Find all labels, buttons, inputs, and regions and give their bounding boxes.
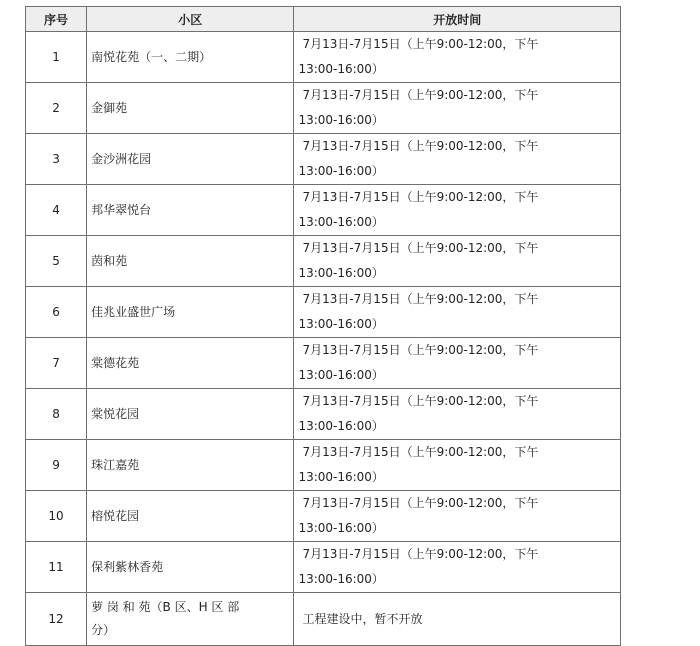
community-open-time-table <box>25 6 621 646</box>
table-row <box>26 491 621 542</box>
cell-community: 珠江嘉苑 <box>87 440 294 491</box>
header-community: 小区 <box>87 7 294 32</box>
cell-community: 南悦花苑（一、二期） <box>87 32 294 83</box>
cell-no: 6 <box>26 287 87 338</box>
cell-no: 7 <box>26 338 87 389</box>
cell-open-time <box>294 389 621 440</box>
time-line-1: 7月13日-7月15日（上午9:00-12:00，下午 <box>302 547 539 561</box>
cell-no: 3 <box>26 134 87 185</box>
cell-no: 9 <box>26 440 87 491</box>
cell-no: 8 <box>26 389 87 440</box>
cell-no: 5 <box>26 236 87 287</box>
name-line-1: 萝 岗 和 苑（B 区、H 区 部 <box>91 600 240 614</box>
cell-open-time <box>294 440 621 491</box>
cell-open-time <box>294 593 621 646</box>
cell-no: 10 <box>26 491 87 542</box>
time-line-1: 7月13日-7月15日（上午9:00-12:00，下午 <box>302 343 539 357</box>
time-line-1: 7月13日-7月15日（上午9:00-12:00，下午 <box>302 190 539 204</box>
time-line-1: 7月13日-7月15日（上午9:00-12:00，下午 <box>302 139 539 153</box>
table-row <box>26 236 621 287</box>
cell-open-time <box>294 185 621 236</box>
table-row <box>26 542 621 593</box>
cell-community: 佳兆业盛世广场 <box>87 287 294 338</box>
cell-community: 金御苑 <box>87 83 294 134</box>
time-line-2: 13:00-16:00） <box>298 62 384 76</box>
cell-community: 茵和苑 <box>87 236 294 287</box>
cell-no: 11 <box>26 542 87 593</box>
cell-open-time <box>294 134 621 185</box>
time-line-1: 7月13日-7月15日（上午9:00-12:00，下午 <box>302 292 539 306</box>
cell-no: 4 <box>26 185 87 236</box>
cell-open-time <box>294 542 621 593</box>
time-line-1: 7月13日-7月15日（上午9:00-12:00，下午 <box>302 445 539 459</box>
cell-community <box>87 593 294 646</box>
cell-community: 邦华翠悦台 <box>87 185 294 236</box>
table-row <box>26 134 621 185</box>
time-line-2: 13:00-16:00） <box>298 113 384 127</box>
cell-open-time <box>294 83 621 134</box>
table-header-row <box>26 7 621 32</box>
table-row <box>26 440 621 491</box>
time-line-2: 13:00-16:00） <box>298 470 384 484</box>
table-row <box>26 32 621 83</box>
time-status: 工程建设中，暂不开放 <box>302 611 423 626</box>
cell-community: 保利紫林香苑 <box>87 542 294 593</box>
time-line-2: 13:00-16:00） <box>298 164 384 178</box>
cell-community: 棠悦花园 <box>87 389 294 440</box>
table-row <box>26 593 621 646</box>
table-row <box>26 389 621 440</box>
time-line-2: 13:00-16:00） <box>298 368 384 382</box>
table-row <box>26 185 621 236</box>
cell-no: 2 <box>26 83 87 134</box>
cell-open-time <box>294 32 621 83</box>
time-line-1: 7月13日-7月15日（上午9:00-12:00，下午 <box>302 37 539 51</box>
time-line-1: 7月13日-7月15日（上午9:00-12:00，下午 <box>302 241 539 255</box>
time-line-2: 13:00-16:00） <box>298 317 384 331</box>
table-row <box>26 287 621 338</box>
cell-open-time <box>294 491 621 542</box>
time-line-2: 13:00-16:00） <box>298 419 384 433</box>
cell-no: 12 <box>26 593 87 646</box>
cell-no: 1 <box>26 32 87 83</box>
cell-open-time <box>294 338 621 389</box>
cell-open-time <box>294 287 621 338</box>
table-row <box>26 83 621 134</box>
time-line-2: 13:00-16:00） <box>298 521 384 535</box>
time-line-1: 7月13日-7月15日（上午9:00-12:00，下午 <box>302 88 539 102</box>
time-line-2: 13:00-16:00） <box>298 215 384 229</box>
time-line-1: 7月13日-7月15日（上午9:00-12:00，下午 <box>302 496 539 510</box>
time-line-2: 13:00-16:00） <box>298 572 384 586</box>
time-line-1: 7月13日-7月15日（上午9:00-12:00，下午 <box>302 394 539 408</box>
cell-community: 棠德花苑 <box>87 338 294 389</box>
time-line-2: 13:00-16:00） <box>298 266 384 280</box>
table-row <box>26 338 621 389</box>
cell-open-time <box>294 236 621 287</box>
cell-community: 金沙洲花园 <box>87 134 294 185</box>
name-line-2: 分） <box>91 623 116 637</box>
header-no: 序号 <box>26 7 87 32</box>
cell-community: 榕悦花园 <box>87 491 294 542</box>
header-open-time: 开放时间 <box>294 7 621 32</box>
